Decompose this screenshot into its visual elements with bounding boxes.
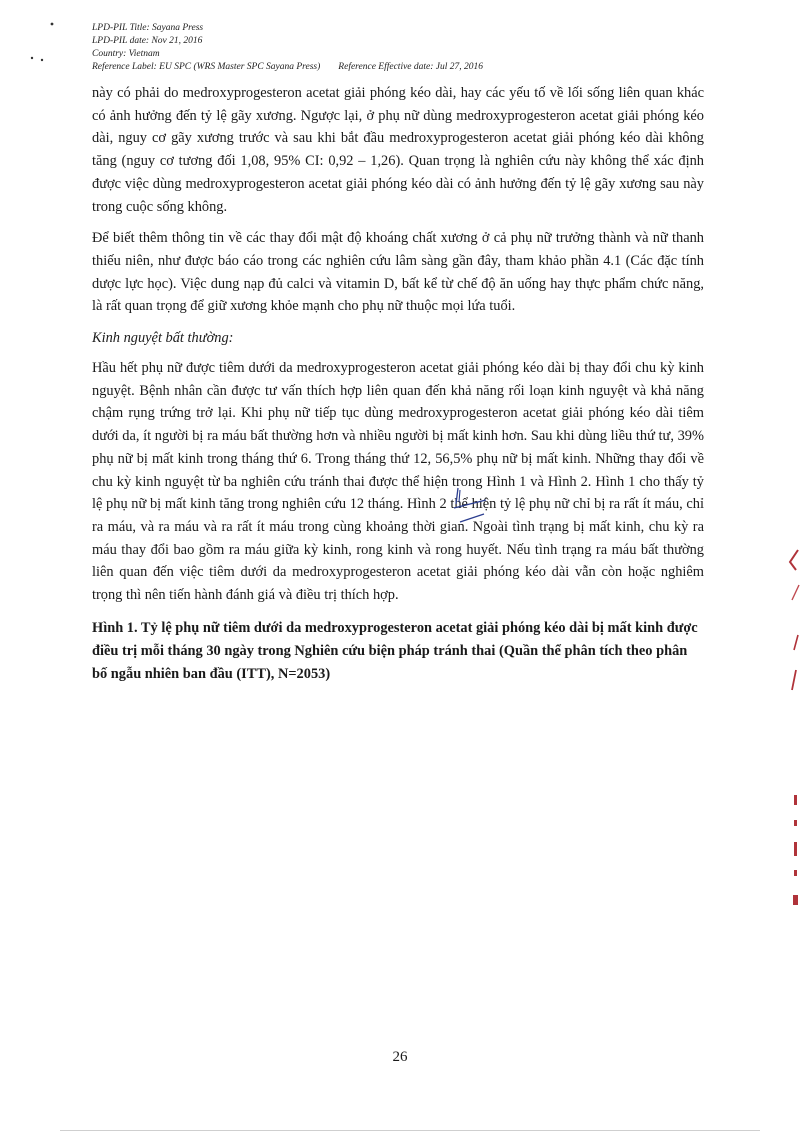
scan-bottom-edge [60,1130,760,1131]
document-body [92,82,704,686]
body-paragraph-2: Để biết thêm thông tin về các thay đổi mật độ khoáng chất xương ở cả phụ nữ trưởng thành và nữ thanh thiếu niên, như được báo cáo trong các nghiên cứu lâm sàng gần đây, tham khảo phần 4.1 (Các đặc tính dược lực học). Việc dung nạp đủ calci và vitamin D, bất kể từ chế độ ăn uống hay thực phẩm chức năng, là rất quan trọng để giữ xương khỏe mạnh cho phụ nữ thuộc mọi lứa tuổi. [92,230,704,315]
header-effective-date: Reference Effective date: Jul 27, 2016 [338,62,484,72]
edge-stamp-icon [784,540,800,920]
body-paragraph-3: Hầu hết phụ nữ được tiêm dưới da medroxyprogesteron acetat giải phóng kéo dài bị thay đổi chu kỳ kinh nguyệt. Bệnh nhân cần được tư vấn thích hợp liên quan đến khả năng rối loạn kinh nguyệt và khả năng chậm rụng trứng trở lại. Khi phụ nữ tiếp tục dùng medroxyprogesteron acetat giải phóng kéo dài tiêm dưới da, ít người bị ra máu bất thường hơn và nhiều người bị mất kinh hơn. Sau khi dùng liều thứ tư, 39% phụ nữ bị mất kinh trong tháng thứ 6. Trong tháng thứ 12, 56,5% phụ nữ bị mất kinh. Những thay đổi về chu kỳ kinh nguyệt từ ba nghiên cứu tránh thai được thể hiện trong Hình 1 và Hình 2. Hình 1 cho thấy tỷ lệ phụ nữ bị mất kinh tăng trong nghiên cứu 12 tháng. Hình 2 thể hiện tỷ lệ phụ nữ chỉ bị ra rất ít máu, chỉ ra máu, và ra máu và ra rất ít máu trong cùng khoảng thời gian. Ngoài tình trạng bị mất kinh, chu kỳ ra máu thay đổi bao gồm ra máu giữa kỳ kinh, rong kinh và rong huyết. Nếu tình trạng ra máu bất thường liên quan đến việc tiêm dưới da medroxyprogesteron acetat giải phóng kéo dài vẫn còn hoặc nghiêm trọng thì nên tiến hành đánh giá và điều trị thích hợp. [92,360,704,604]
figure-caption: Hình 1. Tỷ lệ phụ nữ tiêm dưới da medroxyprogesteron acetat giải phóng kéo dài bị mất kinh được điều trị mỗi tháng 30 ngày trong Nghiên cứu biện pháp tránh thai (Quần thể phân tích theo phân bố ngẫu nhiên ban đầu (ITT), N=2053) [92,619,698,682]
section-subheading: Kinh nguyệt bất thường: [92,330,234,347]
scan-corner-marks [28,20,58,73]
header-country: Country: Vietnam [92,49,160,59]
header-reference-row [92,61,692,74]
header-date: LPD-PIL date: Nov 21, 2016 [92,36,203,46]
body-paragraph-1: này có phải do medroxyprogesteron acetat giải phóng kéo dài, hay các yếu tố về lối sống liên quan khác có ảnh hưởng đến tỷ lệ gãy xương. Ngược lại, ở phụ nữ dùng medroxyprogesteron acetat giải phóng kéo dài, nguy cơ gãy xương trước và sau khi bắt đầu medroxyprogesteron acetat giải phóng kéo dài không tăng (nguy cơ tương đối 1,08, 95% CI: 0,92 – 1,26). Quan trọng là nghiên cứu này không thể xác định được việc dùng medroxyprogesteron acetat giải phóng kéo dài có ảnh hưởng đến tỷ lệ gãy xương sau này trong cuộc sống không. [92,85,704,215]
header-reference-label: Reference Label: EU SPC (WRS Master SPC Sayana Press) [92,62,321,72]
document-header [92,22,692,74]
page-number: 26 [392,1049,408,1065]
handwritten-mark-icon [440,480,510,530]
header-title: LPD-PIL Title: Sayana Press [92,23,204,33]
